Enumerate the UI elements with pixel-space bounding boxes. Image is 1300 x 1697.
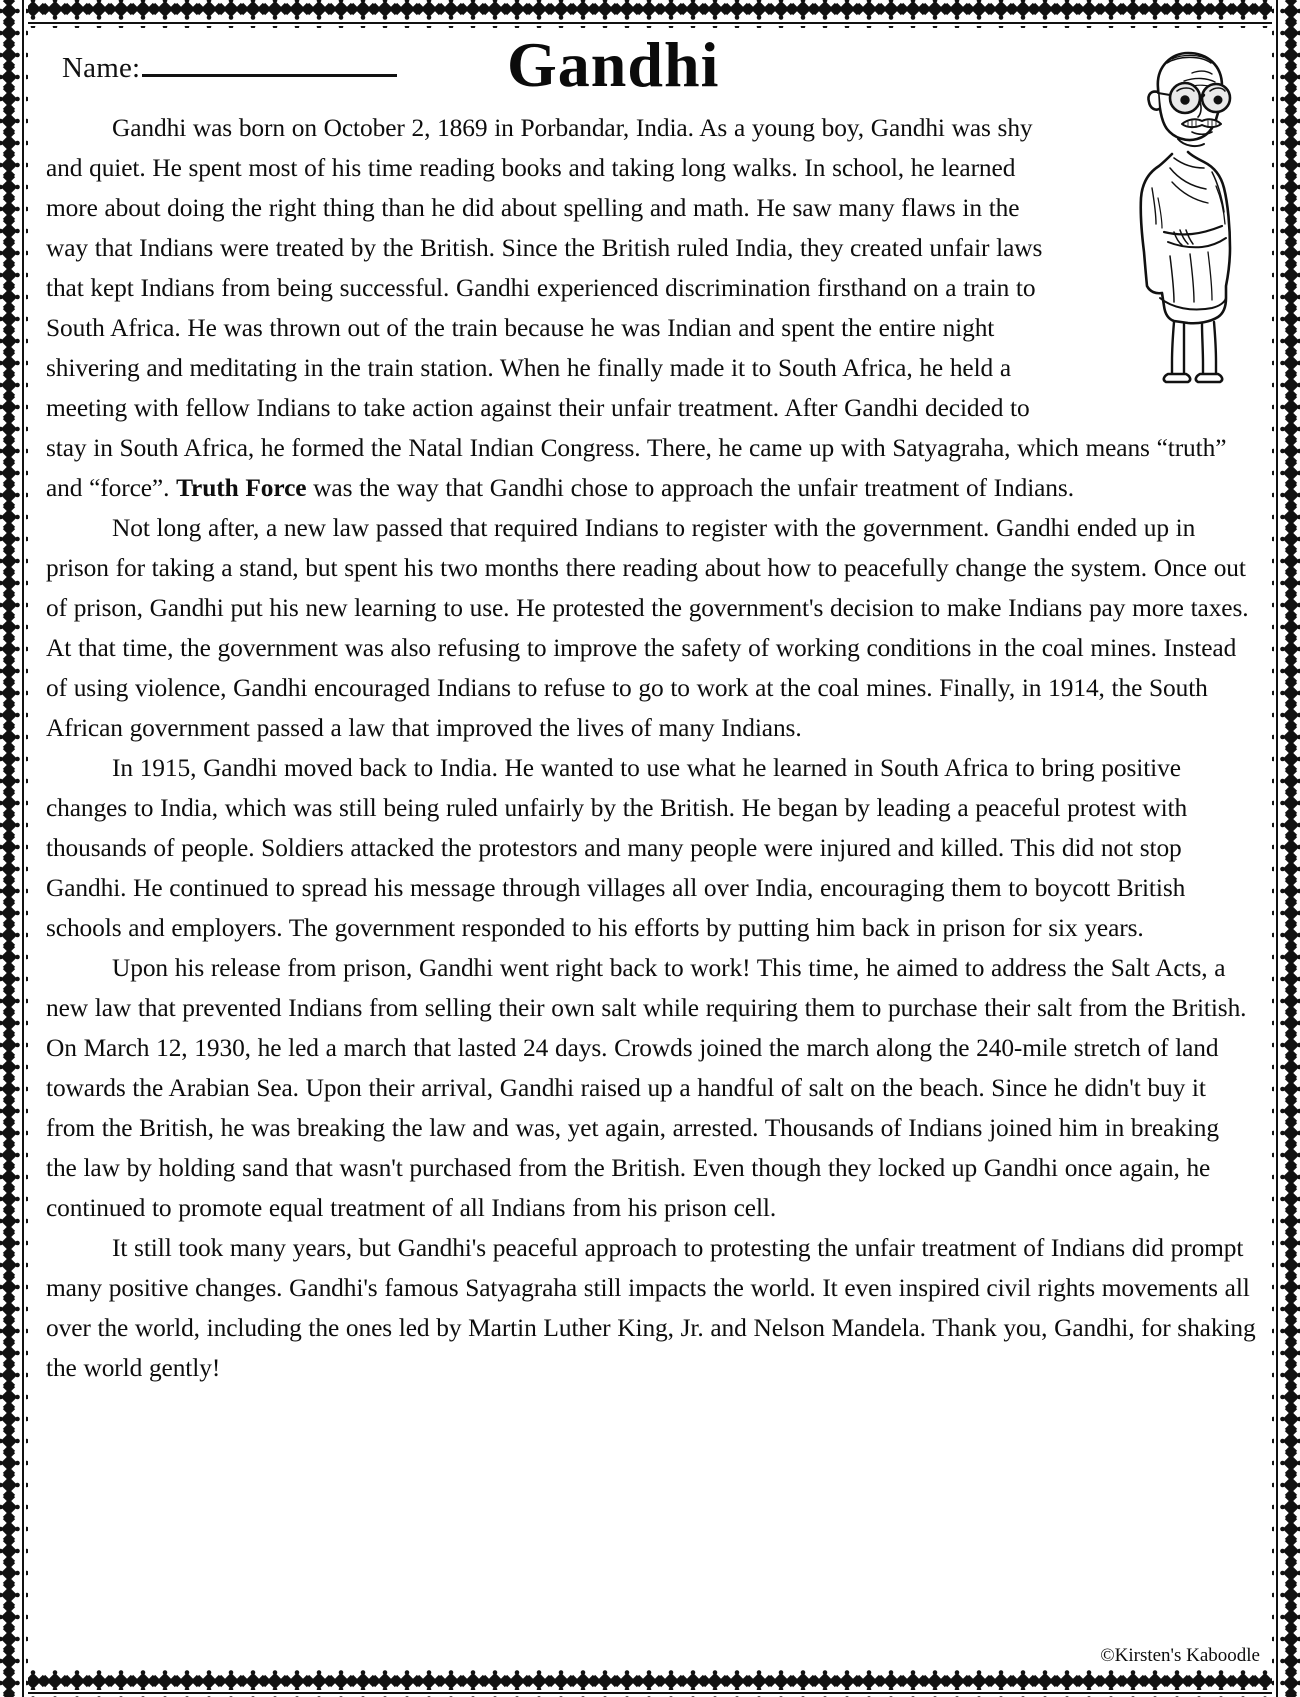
name-label: Name: [62, 52, 141, 84]
name-input-line[interactable] [142, 54, 397, 77]
truth-force-term: Truth Force [176, 474, 307, 502]
paragraph-1-text-after: was the way that Gandhi chose to approach the unfair treatment of Indians. [306, 474, 1074, 502]
passage-paragraph-3: In 1915, Gandhi moved back to India. He wanted to use what he learned in South Africa to bring positive changes to India, which was still being ruled unfairly by the British. He began by leading a peaceful protest with thousands of people. Soldiers attacked the protestors and many people were injured and killed. This did not stop Gandhi. He continued to spread his message through villages all over India, encouraging them to boycott British schools and employers. The government responded to his efforts by putting him back in prison for six years. [46, 754, 1188, 942]
copyright-notice: ©Kirsten's Kaboodle [1100, 1645, 1260, 1666]
reading-passage [46, 108, 1256, 1388]
gandhi-portrait-illustration [1112, 36, 1252, 386]
page-title: Gandhi [507, 29, 720, 100]
paragraph-1-text: Gandhi was born on October 2, 1869 in Porbandar, India. As a young boy, Gandhi was shy and quiet. He spent most of his time reading books and taking long walks. In school, he learned more about doing the right thing than he did about spelling and math. He saw many flaws in the way that Indians were treated by the British. Since the British ruled India, they created unfair laws that kept Indians from being successful. Gandhi experienced discrimination firsthand on a train to South Africa. He was thrown out of the train because he was Indian and spent the entire night shivering and meditating in the train station. When he finally made it to South Africa, he held a meeting with fellow Indians to take action against their unfair treatment. After Gandhi decided to stay in South Africa, he formed the Natal Indian Congress. There, he came up with Satyagraha, which means “truth” and “force”. [46, 114, 1227, 502]
name-field-group [62, 52, 397, 85]
worksheet-header [52, 29, 1248, 108]
passage-paragraph-4: Upon his release from prison, Gandhi went right back to work! This time, he aimed to address the Salt Acts, a new law that prevented Indians from selling their own salt while requiring them to purchase their salt from the British. On March 12, 1930, he led a march that lasted 24 days. Crowds joined the march along the 240-mile stretch of land towards the Arabian Sea. Upon their arrival, Gandhi raised up a handful of salt on the beach. Since he didn't buy it from the British, he was breaking the law and was, yet again, arrested. Thousands of Indians joined him in breaking the law by holding sand that wasn't purchased from the British. Even though they locked up Gandhi once again, he continued to promote equal treatment of all Indians from his prison cell. [46, 954, 1247, 1222]
passage-paragraph-5: It still took many years, but Gandhi's peaceful approach to protesting the unfair treatment of Indians did prompt many positive changes. Gandhi's famous Satyagraha still impacts the world. It even inspired civil rights movements all over the world, including the ones led by Martin Luther King, Jr. and Nelson Mandela. Thank you, Gandhi, for shaking the world gently! [46, 1234, 1256, 1382]
passage-paragraph-2: Not long after, a new law passed that required Indians to register with the government. Gandhi ended up in prison for taking a stand, but spent his two months there reading about how to peacefully change the system. Once out of prison, Gandhi put his new learning to use. He protested the government's decision to make Indians pay more taxes. At that time, the government was also refusing to improve the safety of working conditions in the coal mines. Instead of using violence, Gandhi encouraged Indians to refuse to go to work at the coal mines. Finally, in 1914, the South African government passed a law that improved the lives of many Indians. [46, 514, 1249, 742]
